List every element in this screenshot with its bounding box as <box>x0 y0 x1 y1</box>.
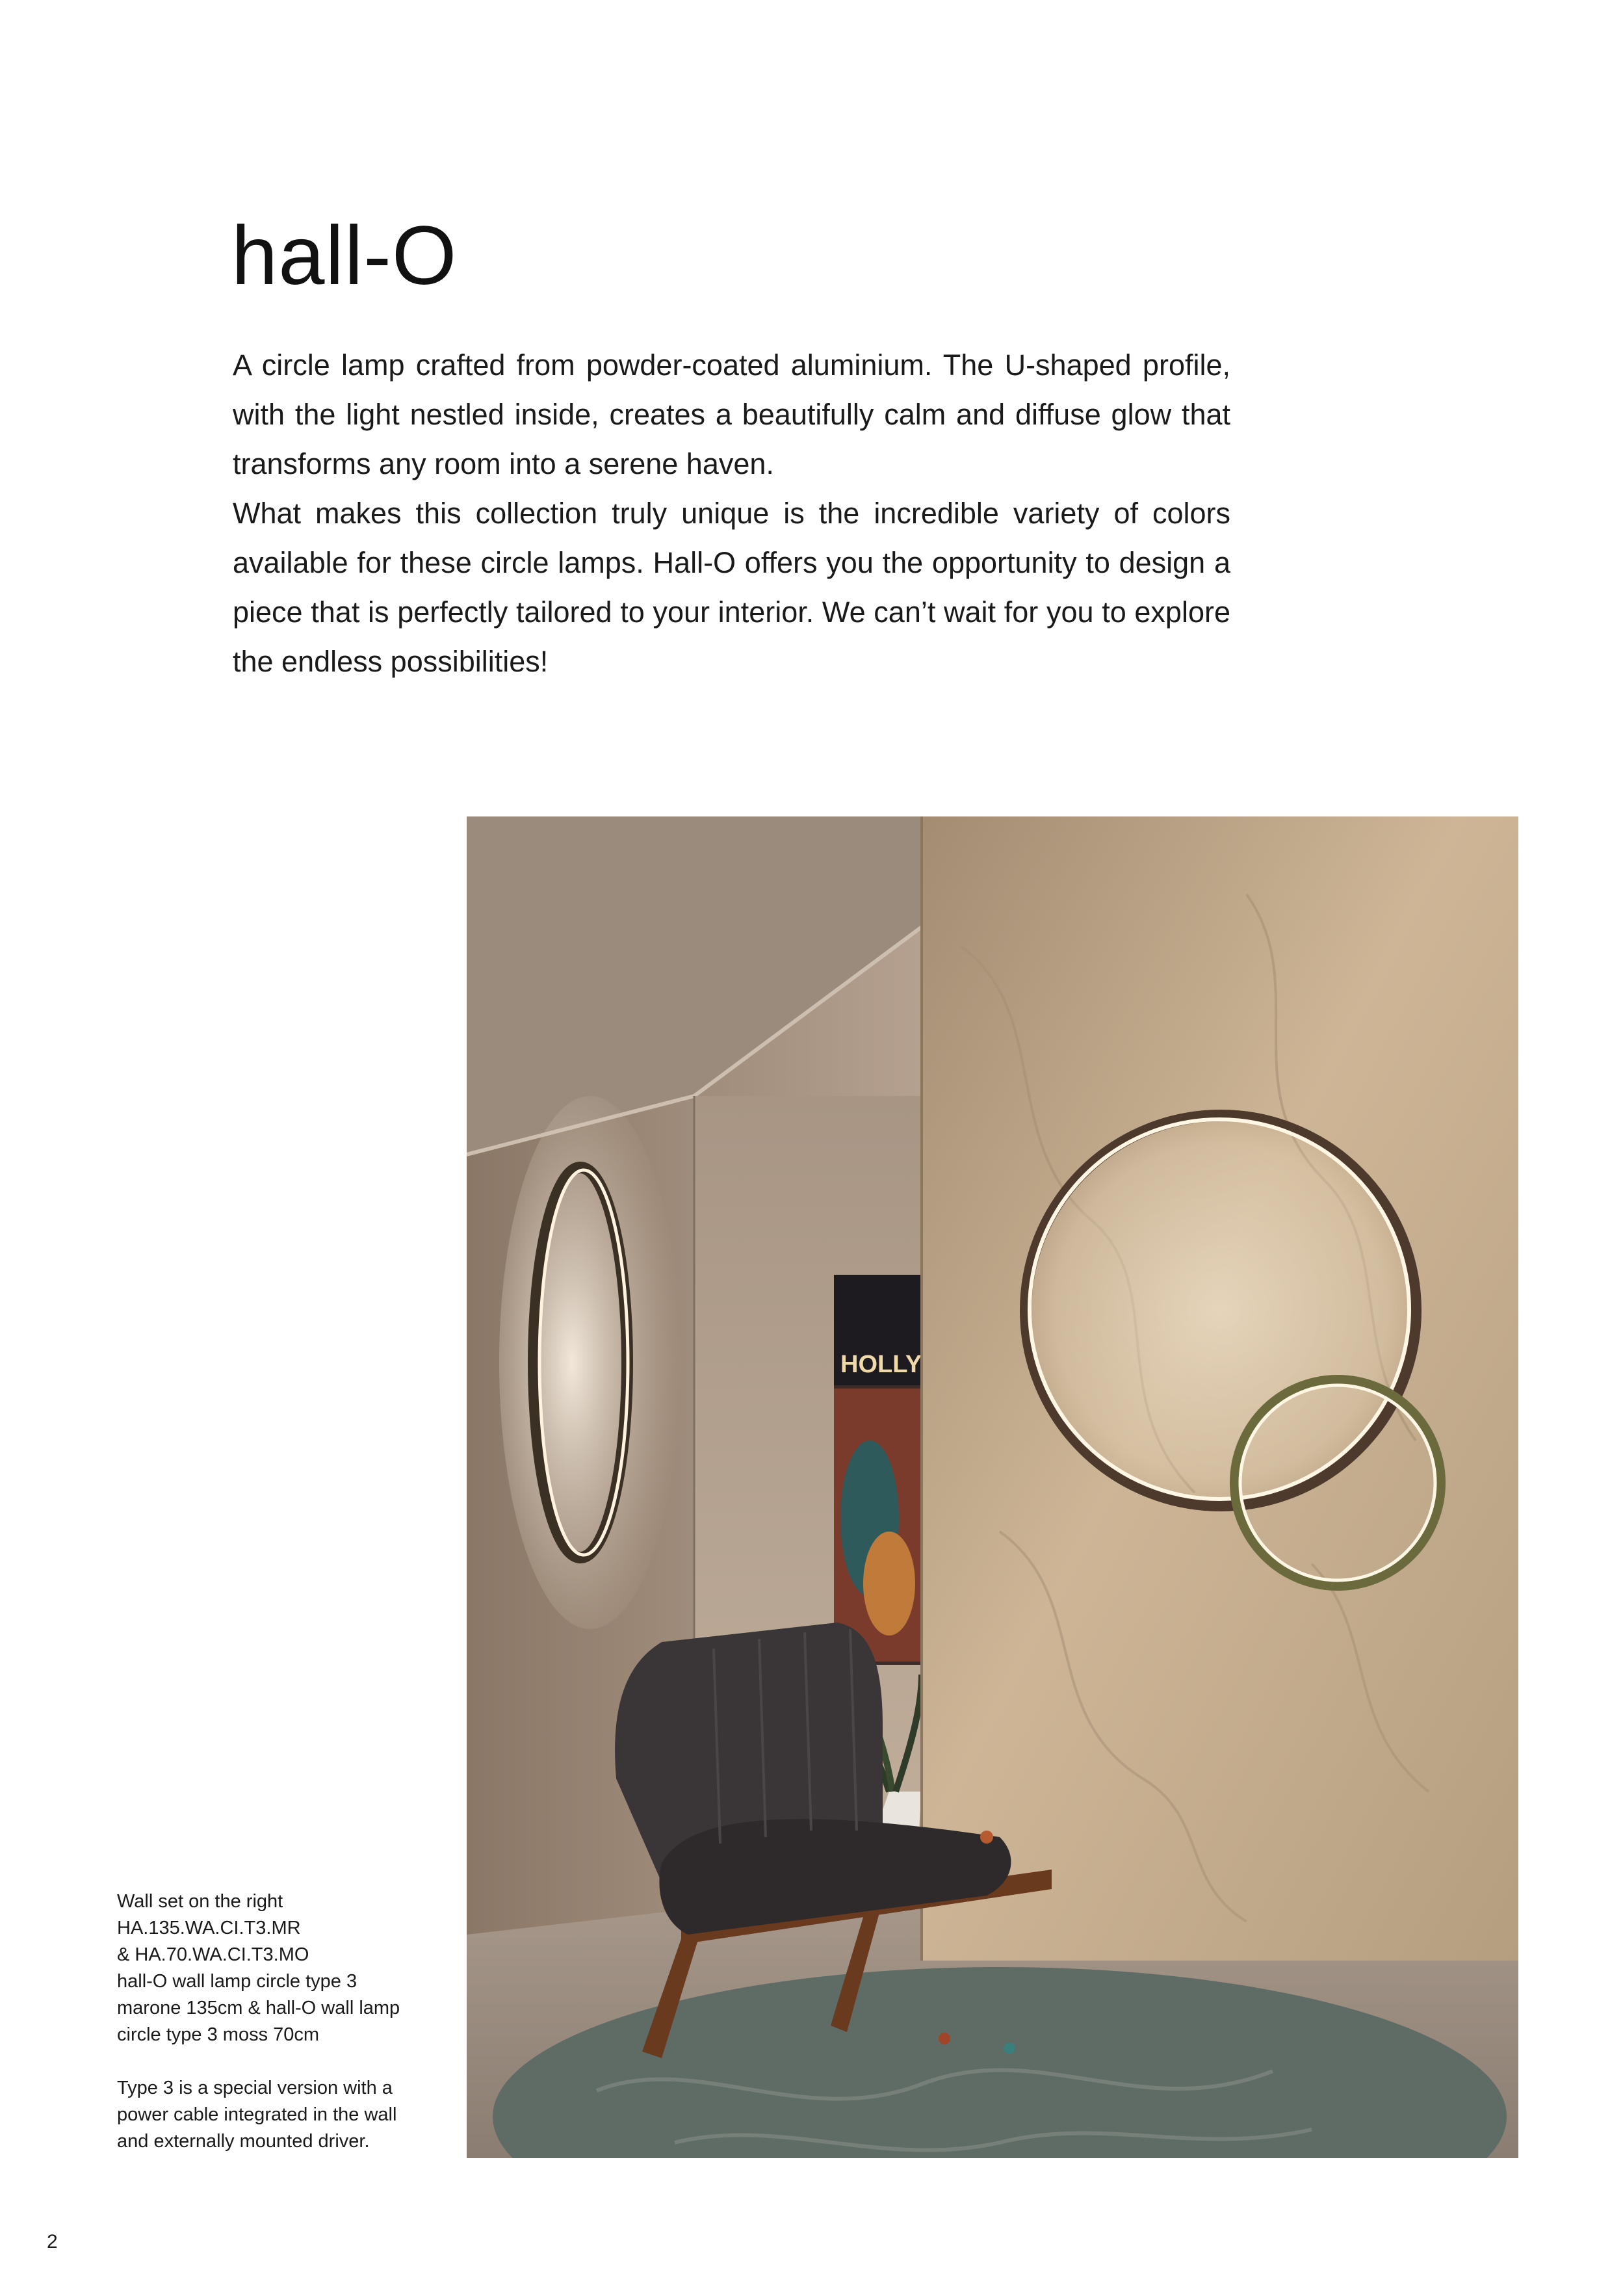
caption-line: marone 135cm & hall-O wall lamp <box>117 1998 400 2018</box>
caption-note-line: Type 3 is a special version with a <box>117 2078 393 2098</box>
caption-line: HA.135.WA.CI.T3.MR <box>117 1918 301 1938</box>
caption-line: circle type 3 moss 70cm <box>117 2024 320 2045</box>
interior-scene-illustration <box>467 816 1518 2158</box>
intro-text <box>233 341 1230 686</box>
page-title: hall-O <box>231 209 458 302</box>
photo-caption <box>117 1888 429 2155</box>
poster-title: HOLLY <box>840 1351 922 1378</box>
caption-line: hall-O wall lamp circle type 3 <box>117 1971 357 1992</box>
page-number: 2 <box>47 2231 58 2252</box>
caption-note-line: power cable integrated in the wall <box>117 2104 397 2125</box>
caption-note-line: and externally mounted driver. <box>117 2131 370 2152</box>
caption-line: Wall set on the right <box>117 1891 283 1912</box>
product-photo <box>467 816 1518 2158</box>
caption-line: & HA.70.WA.CI.T3.MO <box>117 1944 309 1965</box>
intro-paragraph: A circle lamp crafted from powder-coated aluminium. The U-shaped profile, with the light nestled inside, creates a beautifully calm and diffuse glow that transforms any room into a serene haven. <box>233 348 1230 480</box>
intro-paragraph: What makes this collection truly unique is the incredible variety of colors available for these circle lamps. Hall-O offers you the opportunity to design a piece that is perfectly tailored to your interior. We can’t wait for you to explore the endless possibilities! <box>233 497 1230 678</box>
